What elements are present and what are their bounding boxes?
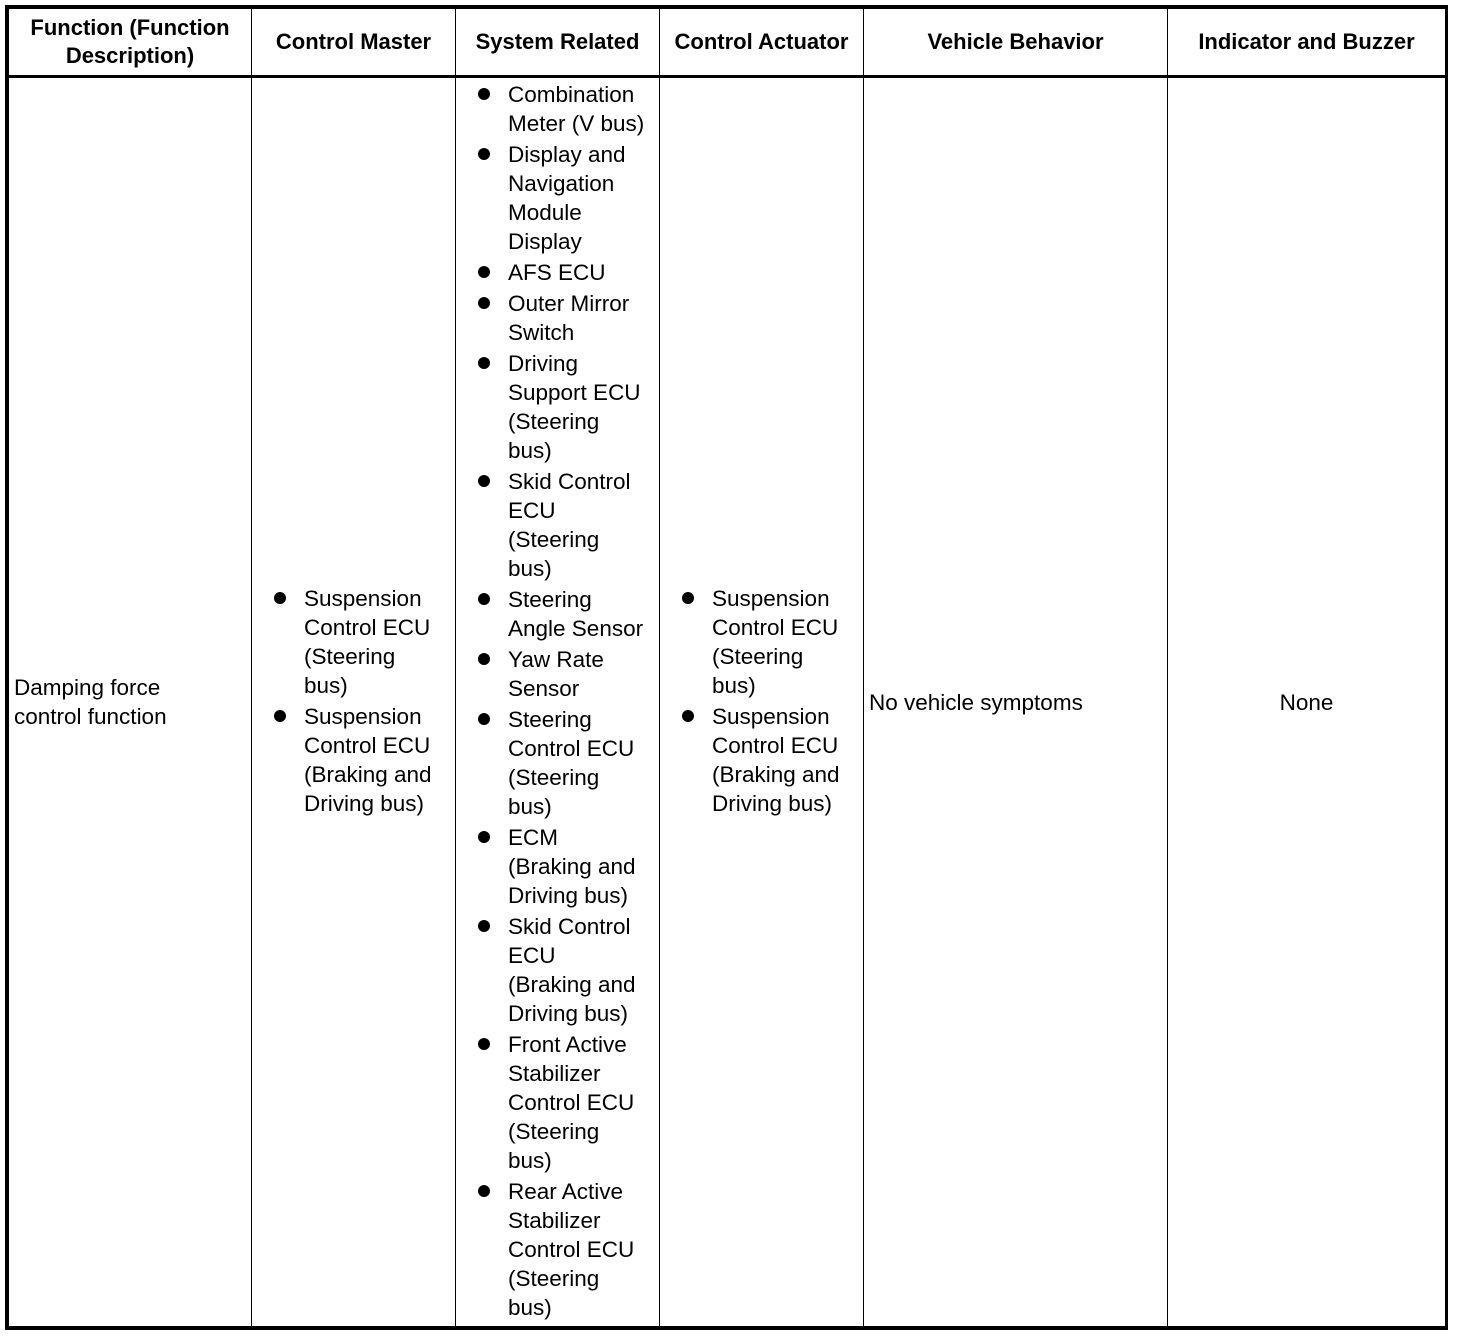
list-item: Suspension Control ECU (Braking and Driving bus) [252, 702, 455, 818]
list-item: Skid Control ECU (Steering bus) [456, 467, 659, 583]
cell-control-actuator [660, 77, 864, 1327]
system-related-list [456, 80, 659, 1322]
cell-vehicle-behavior: No vehicle symptoms [864, 77, 1168, 1327]
list-item: Outer Mirror Switch [456, 289, 659, 347]
cell-indicator-buzzer: None [1168, 77, 1446, 1327]
list-item: Combination Meter (V bus) [456, 80, 659, 138]
list-item: Suspension Control ECU (Braking and Driving bus) [660, 702, 863, 818]
cell-system-related [456, 77, 660, 1327]
list-item: Skid Control ECU (Braking and Driving bus) [456, 912, 659, 1028]
list-item: Steering Angle Sensor [456, 585, 659, 643]
header-indicator-buzzer: Indicator and Buzzer [1168, 9, 1446, 77]
function-table-container [5, 5, 1448, 1330]
control-actuator-list [660, 584, 863, 818]
header-row [9, 9, 1446, 77]
list-item: AFS ECU [456, 258, 659, 287]
control-master-list [252, 584, 455, 818]
list-item: Steering Control ECU (Steering bus) [456, 705, 659, 821]
list-item: Display and Navigation Module Display [456, 140, 659, 256]
list-item: Yaw Rate Sensor [456, 645, 659, 703]
list-item: ECM (Braking and Driving bus) [456, 823, 659, 910]
header-function: Function (Function Description) [9, 9, 252, 77]
list-item: Driving Support ECU (Steering bus) [456, 349, 659, 465]
list-item: Suspension Control ECU (Steering bus) [252, 584, 455, 700]
cell-function: Damping force control function [9, 77, 252, 1327]
header-system-related: System Related [456, 9, 660, 77]
list-item: Rear Active Stabilizer Control ECU (Steering bus) [456, 1177, 659, 1322]
list-item: Suspension Control ECU (Steering bus) [660, 584, 863, 700]
cell-control-master [252, 77, 456, 1327]
header-control-actuator: Control Actuator [660, 9, 864, 77]
function-table [8, 8, 1446, 1327]
header-vehicle-behavior: Vehicle Behavior [864, 9, 1168, 77]
list-item: Front Active Stabilizer Control ECU (Steering bus) [456, 1030, 659, 1175]
table-row [9, 77, 1446, 1327]
header-control-master: Control Master [252, 9, 456, 77]
